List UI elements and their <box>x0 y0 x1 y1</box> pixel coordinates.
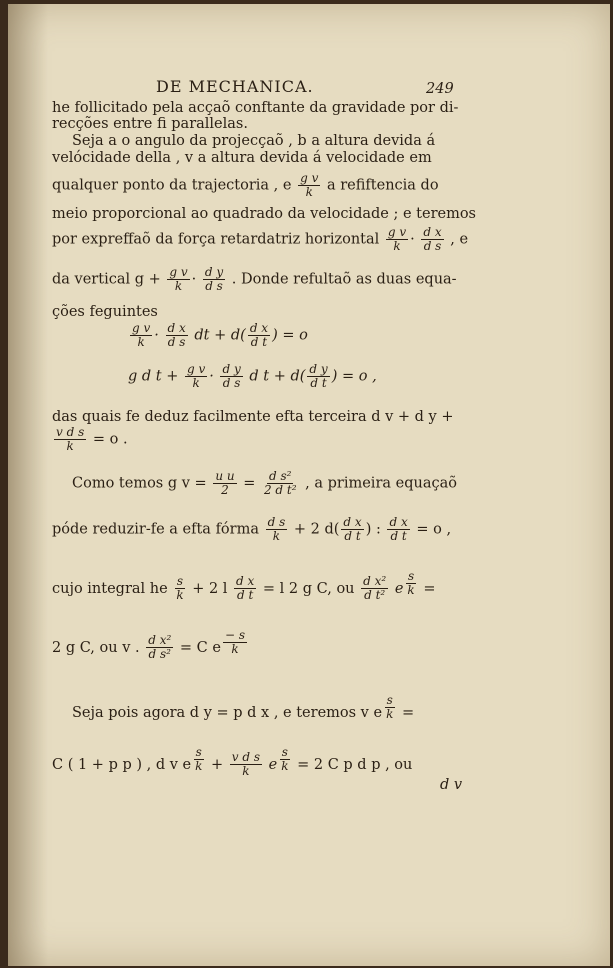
fraction: $\frac{\text{g v}}{k}$ <box>300 171 319 199</box>
text-line: he follicitado pela acçaõ conftante da gravidade por di- <box>52 100 459 116</box>
text-line: cujo integral he $\frac{s}{k}$ + 2 l $\frac{\text{d x}}{\text{d t}}$ = l 2 g C, ou $\frac{\text{d x²}}{\text{d t²}}$ e $^{\frac{s}{k}}$ = <box>52 569 436 603</box>
text-line: Como temos g v = $\frac{\text{u u}}{2}$ = $\frac{\text{d s²}}{\text{2 d t²}}$ , a primeira equaçaõ <box>72 469 457 497</box>
equation-2: g d t + $\frac{\text{g v}}{k}$ · $\frac{\text{d y}}{\text{d s}}$ d t + d( $\frac{\text{d y}}{\text{d t}}$ ) = o , <box>128 362 377 390</box>
catchword: d v <box>440 777 463 793</box>
page-number: 249 <box>426 81 454 97</box>
text-line: Seja pois agora d y = p d x , e teremos v e $^{\frac{s}{k}}$ = <box>72 693 415 721</box>
text-line: $\frac{\text{v d s}}{k}$ = o . <box>56 425 128 453</box>
text-line: póde reduzir-fe a efta fórma $\frac{\text{d s}}{k}$ + 2 d( $\frac{\text{d x}}{\text{d t}}$ ) : $\frac{\text{d x}}{\text{d t}}$ = o , <box>52 515 452 543</box>
text-line: ções feguintes <box>52 304 158 320</box>
text-line: velócidade della , v a altura devida á velocidade em <box>52 150 432 166</box>
text-line: recções entre fi parallelas. <box>52 116 248 132</box>
page-gutter-shadow <box>8 4 48 966</box>
text-line: das quais fe deduz facilmente efta terceira d v + d y + <box>52 409 454 425</box>
book-page <box>8 4 610 966</box>
text-line: Seja a o angulo da projecçaõ , b a altura devida á <box>72 133 436 149</box>
text-line: qualquer ponto da trajectoria , e $\frac{\text{g v}}{k}$ a refiftencia do <box>52 171 439 199</box>
text-line: da vertical g + $\frac{\text{g v}}{k}$ · $\frac{\text{d y}}{\text{d s}}$ . Donde refultaõ as duas equa- <box>52 265 457 293</box>
equation-1: $\frac{\text{g v}}{k}$ · $\frac{\text{d x}}{\text{d s}}$ dt + d( $\frac{\text{d x}}{\text{d t}}$ ) = o <box>132 321 308 349</box>
text-line: meio proporcional ao quadrado da velocidade ; e teremos <box>52 206 476 222</box>
text-line: C ( 1 + p p ) , d v e $^{\frac{s}{k}}$ + $\frac{\text{v d s}}{k}$ e $^{\frac{s}{k}}$ = 2 C p d p , ou <box>52 745 413 779</box>
running-head: DE MECHANICA. <box>156 77 314 96</box>
text-line: por expreffaõ da força retardatriz horizontal $\frac{\text{g v}}{k}$ · $\frac{\text{d x}}{\text{d s}}$ , e <box>52 225 469 253</box>
text-line: 2 g C, ou v . $\frac{\text{d x²}}{\text{d s²}}$ = C e $^{\frac{- s}{k}}$ <box>52 628 245 662</box>
